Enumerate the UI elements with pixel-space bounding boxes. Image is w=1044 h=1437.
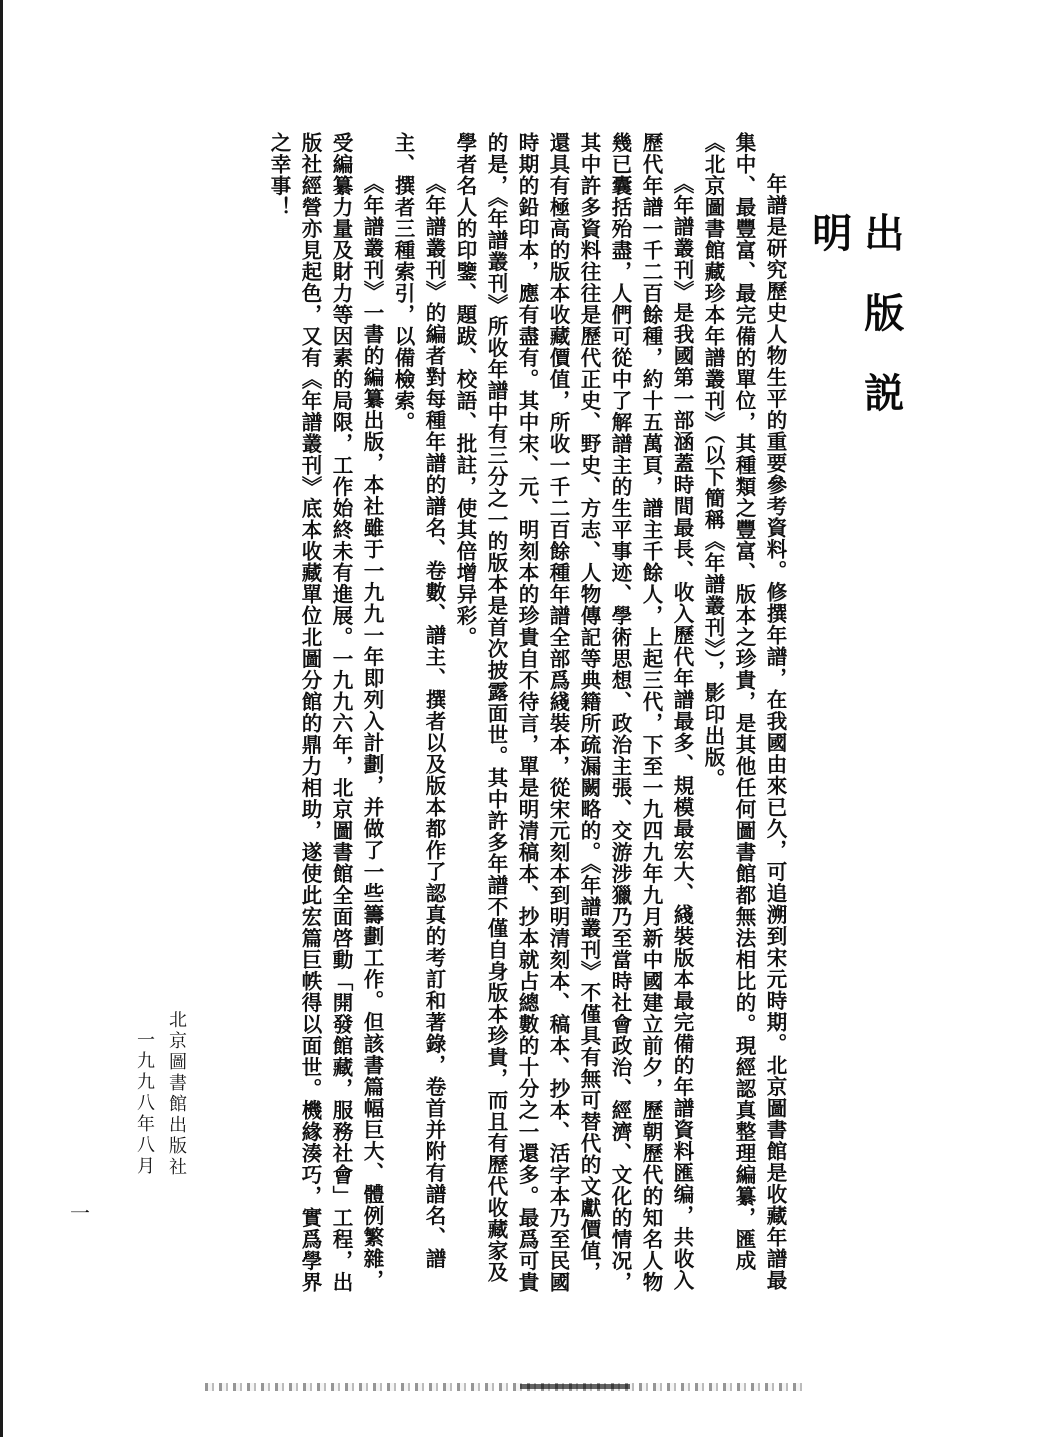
scan-artifact-line [205,1383,805,1391]
scan-artifact-mark [520,1384,630,1389]
page-title: 出版説明 [805,212,904,452]
page-left-border [0,0,3,1437]
signature-publisher: 北京圖書館出版社 [166,1010,187,1178]
page-number: 一 [70,1201,90,1225]
body-text [230,132,790,1294]
signature-date: 一九九八年八月 [134,1030,155,1177]
paragraph-publication: 《年譜叢刊》一書的編纂出版，本社雖于一九九一年即列入計劃，并做了一些籌劃工作。但該書篇幅巨大、體例繁雜，受編纂力量及財力等因素的局限，工作始終未有進展。一九九六年，北京圖書館全面啓動「開發館藏，服務社會」工程，出版社經營亦見起色，又有《年譜叢刊》底本收藏單位北圖分館的鼎力相助，遂使此宏篇巨帙得以面世。機緣湊巧，實爲學界之幸事！ [267,132,384,1293]
paragraph-intro: 年譜是研究歷史人物生平的重要參考資料。修撰年譜，在我國由來已久，可追溯到宋元時期。北京圖書館是收藏年譜最集中、最豐富、最完備的單位，其種類之豐富、版本之珍貴，是其他任何圖書館都無法相比的。現經認真整理編纂，匯成《北京圖書館藏珍本年譜叢刊》（以下簡稱《年譜叢刊》），影印出版。 [701,132,787,1291]
paragraph-scope: 《年譜叢刊》是我國第一部涵蓋時間最長、收入歷代年譜最多、規模最宏大、綫裝版本最完備的年譜資料匯编，共收入歷代年譜一千二百餘種，約十五萬頁，譜主千餘人，上起三代，下至一九四九年九月新中國建立前夕，歷朝歷代的知名人物幾已囊括殆盡，人們可從中了解譜主的生平事迹、學術思想、政治主張、交游涉獵乃至當時社會政治、經濟、文化的情况，其中許多資料往往是歷代正史、野史、方志、人物傳記等典籍所疏漏闕略的。《年譜叢刊》不僅具有無可替代的文獻價值，還具有極高的版本收藏價值，所收一千二百餘種年譜全部爲綫裝本，從宋元刻本到明清刻本、稿本、抄本、活字本乃至民國時期的鉛印本，應有盡有。其中宋、元、明刻本的珍貴自不待言，單是明清稿本、抄本就占總數的十分之一還多。最爲可貴的是，《年譜叢刊》所收年譜中有三分之一的版本是首次披露面世。其中許多年譜不僅自身版本珍貴，而且有歷代收藏家及學者名人的印鑒、題跋、校語、批註，使其倍增异彩。 [453,132,694,1293]
signature-block [128,1010,192,1210]
paragraph-indexes: 《年譜叢刊》的編者對每種年譜的譜名、卷數、譜主、撰者以及版本都作了認真的考訂和著錄，卷首并附有譜名、譜主、撰者三種索引，以備檢索。 [391,132,446,1270]
